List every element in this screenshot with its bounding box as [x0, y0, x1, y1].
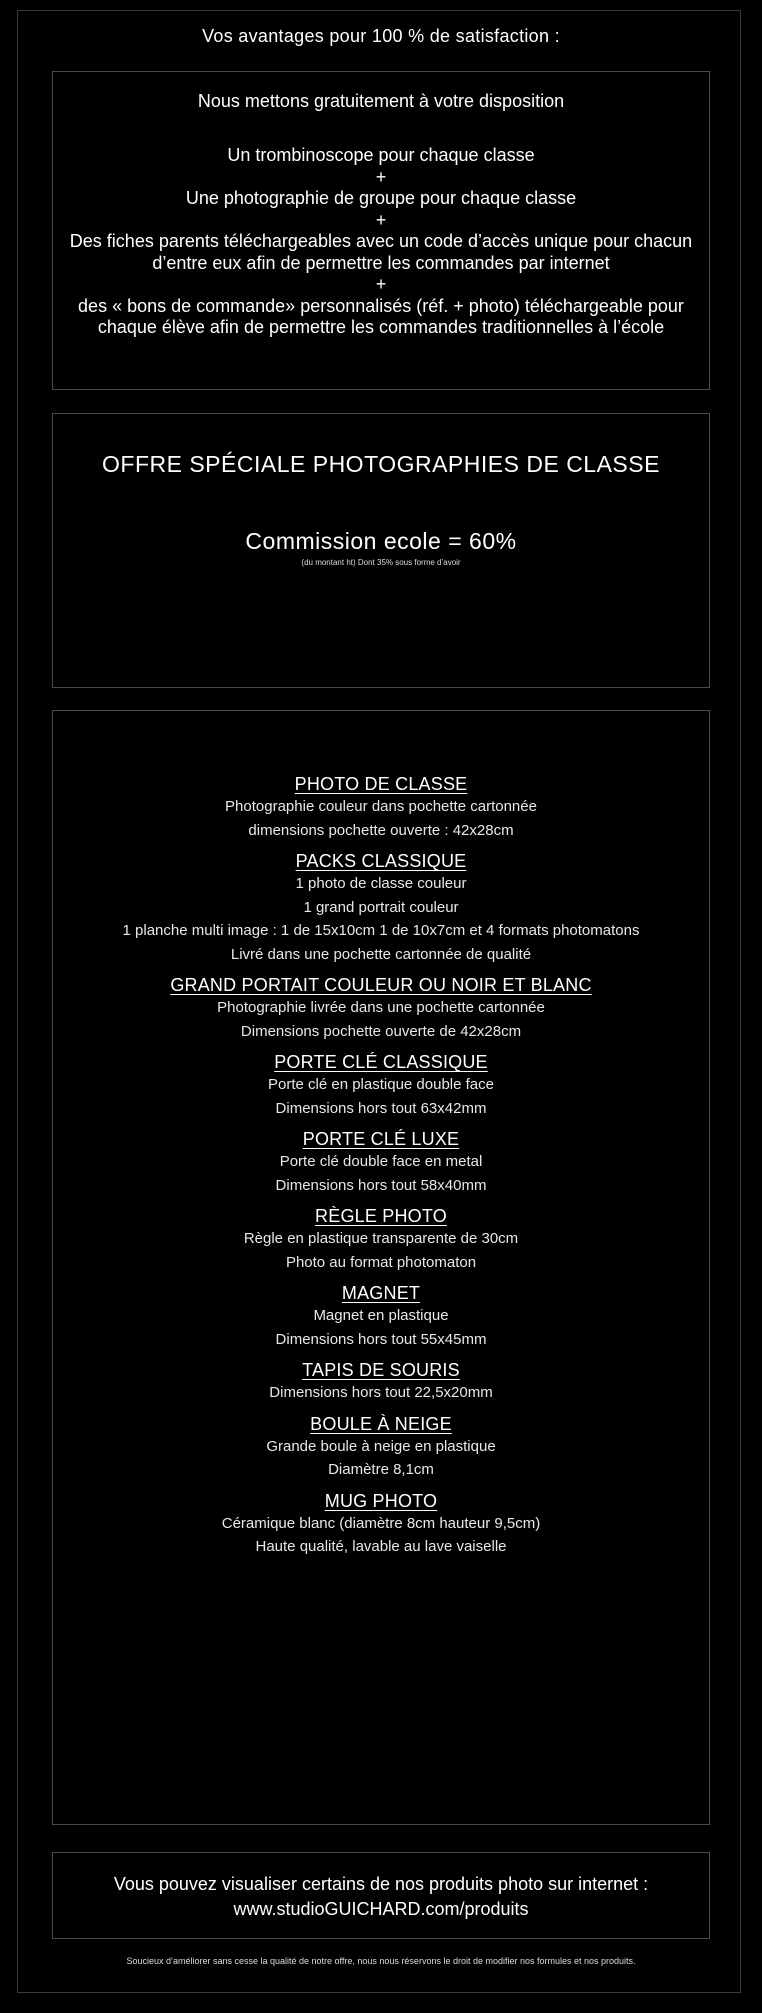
product-title: GRAND PORTAIT COULEUR OU NOIR ET BLANC — [170, 975, 592, 995]
product-description: Porte clé double face en metal — [279, 1153, 483, 1170]
product-item — [53, 1205, 709, 1274]
product-title: MAGNET — [341, 1283, 421, 1303]
website-text: Vous pouvez visualiser certains de nos produits photo sur internet : — [113, 1874, 649, 1894]
benefit-item: Un trombinoscope pour chaque classe — [227, 145, 535, 165]
plus-separator: + — [375, 274, 387, 294]
product-description: Porte clé en plastique double face — [268, 1076, 494, 1093]
product-description: Dimensions pochette ouverte de 42x28cm — [240, 1022, 522, 1040]
footer-disclaimer: Soucieux d’améliorer sans cesse la qualité de notre offre, nous nous réservons le droit de modifier nos formules et nos produits. — [126, 1956, 636, 1966]
benefit-item: Une photographie de groupe pour chaque classe — [185, 188, 577, 208]
benefits-intro: Nous mettons gratuitement à votre disposition — [197, 91, 565, 111]
commission-note: (du montant ht) Dont 35% sous forme d’avoir — [301, 558, 461, 567]
plus-separator: + — [375, 209, 387, 230]
product-description: Photographie livrée dans une pochette cartonnée — [217, 999, 545, 1016]
product-item — [53, 974, 709, 1043]
products-list — [53, 773, 709, 1559]
product-description: Magnet en plastique — [313, 1307, 449, 1324]
product-description: Haute qualité, lavable au lave vaiselle — [255, 1538, 507, 1555]
product-description: Dimensions hors tout 63x42mm — [275, 1099, 487, 1117]
product-title: PACKS CLASSIQUE — [295, 851, 467, 871]
product-description: Livré dans une pochette cartonnée de qualité — [230, 945, 532, 963]
product-description: Dimensions hors tout 58x40mm — [275, 1176, 487, 1194]
product-description: Photographie couleur dans pochette cartonnée — [225, 798, 537, 815]
product-description: Dimensions hors tout 22,5x20mm — [269, 1384, 493, 1401]
benefit-item: Des fiches parents téléchargeables avec un code d’accès unique pour chacun d’entre eux afin de permettre les commandes par internet — [69, 231, 693, 273]
commission-text: Commission ecole = 60% — [245, 528, 517, 554]
product-description: 1 grand portrait couleur — [303, 898, 459, 916]
product-item — [53, 773, 709, 842]
page-title: Vos avantages pour 100 % de satisfaction : — [202, 26, 560, 46]
product-title: TAPIS DE SOURIS — [302, 1360, 460, 1380]
product-description: Grande boule à neige en plastique — [266, 1437, 496, 1455]
product-description: Photo au format photomaton — [285, 1253, 477, 1271]
product-item — [53, 1051, 709, 1120]
benefits-list — [53, 145, 709, 339]
website-box — [52, 1852, 710, 1939]
benefits-box — [52, 71, 710, 390]
product-item — [53, 850, 709, 966]
product-description: Règle en plastique transparente de 30cm — [243, 1230, 519, 1247]
product-description: Diamètre 8,1cm — [328, 1461, 434, 1478]
product-title: MUG PHOTO — [324, 1490, 438, 1511]
product-item — [53, 1490, 709, 1559]
product-title: BOULE À NEIGE — [310, 1413, 452, 1434]
product-item — [53, 1282, 709, 1351]
product-title: PORTE CLÉ LUXE — [302, 1129, 460, 1149]
product-description: 1 photo de classe couleur — [295, 875, 467, 892]
product-description: Dimensions hors tout 55x45mm — [275, 1330, 487, 1348]
product-title: PHOTO DE CLASSE — [294, 774, 468, 794]
offer-title: OFFRE SPÉCIALE PHOTOGRAPHIES DE CLASSE — [102, 451, 660, 477]
offer-box — [52, 413, 710, 688]
product-description: dimensions pochette ouverte : 42x28cm — [248, 821, 514, 839]
product-item — [53, 1413, 709, 1482]
product-item — [53, 1359, 709, 1405]
plus-separator: + — [375, 166, 387, 187]
website-link[interactable]: www.studioGUICHARD.com/produits — [233, 1898, 529, 1919]
product-item — [53, 1128, 709, 1197]
product-title: PORTE CLÉ CLASSIQUE — [274, 1052, 488, 1072]
product-title: RÈGLE PHOTO — [315, 1206, 447, 1226]
products-box — [52, 710, 710, 1825]
product-description: 1 planche multi image : 1 de 15x10cm 1 de 10x7cm et 4 formats photomatons — [122, 922, 640, 939]
product-description: Céramique blanc (diamètre 8cm hauteur 9,5cm) — [221, 1514, 541, 1532]
benefit-item: des « bons de commande» personnalisés (réf. + photo) téléchargeable pour chaque élève afin de permettre les commandes traditionnelles à l’école — [78, 295, 684, 337]
